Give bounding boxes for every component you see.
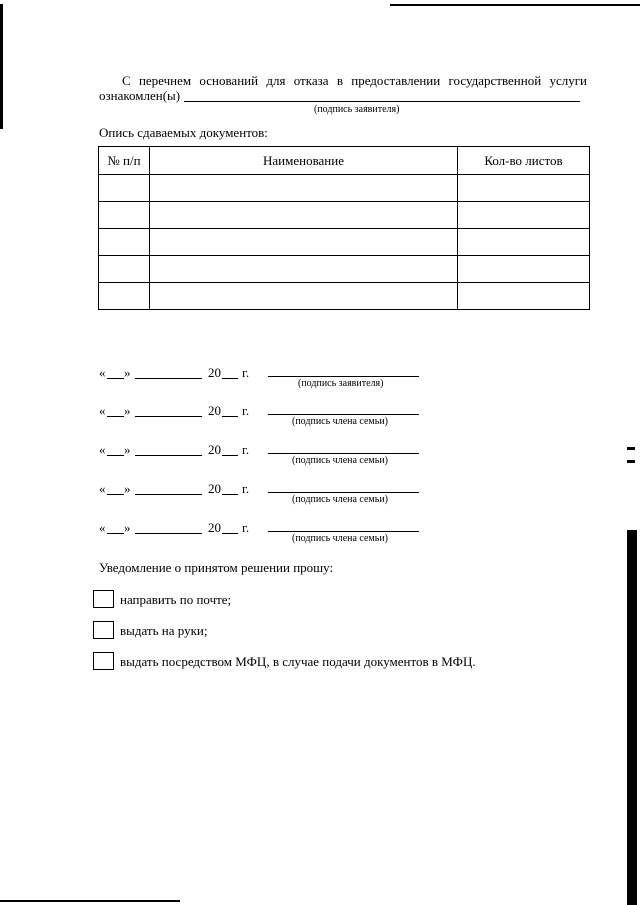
date-year-field[interactable]: [222, 378, 238, 379]
date-open-quote: «: [99, 442, 106, 457]
date-month-field[interactable]: [135, 416, 202, 417]
checkbox-mfc[interactable]: [93, 652, 114, 670]
scan-edge-left: [0, 4, 3, 129]
consent-text-line1: С перечнем оснований для отказа в предоставлении государственной услуги: [122, 73, 587, 88]
date-close-quote: »: [124, 442, 131, 457]
date-year-prefix: 20: [208, 442, 221, 457]
table-row: [99, 229, 590, 256]
date-open-quote: «: [99, 481, 106, 496]
date-line: [0, 481, 640, 511]
date-close-quote: »: [124, 403, 131, 418]
inventory-header-row: [99, 147, 590, 175]
signature-field[interactable]: [268, 531, 419, 532]
cell-sheet-count[interactable]: [458, 256, 590, 283]
option-in-person-label: выдать на руки;: [120, 623, 208, 638]
cell-name[interactable]: [150, 256, 458, 283]
date-month-field[interactable]: [135, 455, 202, 456]
signature-field[interactable]: [268, 492, 419, 493]
date-day-field[interactable]: [107, 494, 124, 495]
cell-number[interactable]: [99, 229, 150, 256]
notification-title: Уведомление о принятом решении прошу:: [99, 560, 334, 575]
date-close-quote: »: [124, 520, 131, 535]
header-number: № п/п: [99, 147, 150, 175]
cell-number[interactable]: [99, 283, 150, 310]
table-row: [99, 256, 590, 283]
signature-caption: (подпись члена семьи): [292, 416, 389, 427]
signature-field[interactable]: [268, 453, 419, 454]
header-name: Наименование: [150, 147, 458, 175]
date-year-prefix: 20: [208, 481, 221, 496]
date-open-quote: «: [99, 365, 106, 380]
signature-caption: (подпись члена семьи): [292, 455, 389, 466]
cell-name[interactable]: [150, 283, 458, 310]
cell-number[interactable]: [99, 175, 150, 202]
date-day-field[interactable]: [107, 455, 124, 456]
date-month-field[interactable]: [135, 378, 202, 379]
date-open-quote: «: [99, 403, 106, 418]
cell-sheet-count[interactable]: [458, 283, 590, 310]
signature-field[interactable]: [268, 414, 419, 415]
checkbox-mail[interactable]: [93, 590, 114, 608]
date-day-field[interactable]: [107, 533, 124, 534]
signature-caption: (подпись члена семьи): [292, 533, 389, 544]
date-close-quote: »: [124, 365, 131, 380]
cell-sheet-count[interactable]: [458, 229, 590, 256]
date-year-suffix: г.: [242, 365, 250, 380]
cell-name[interactable]: [150, 175, 458, 202]
option-mfc-label: выдать посредством МФЦ, в случае подачи документов в МФЦ.: [120, 654, 476, 669]
cell-number[interactable]: [99, 202, 150, 229]
consent-text-line2: ознакомлен(ы): [99, 88, 181, 103]
signature-field[interactable]: [268, 376, 419, 377]
date-year-prefix: 20: [208, 365, 221, 380]
signature-caption: (подпись заявителя): [298, 378, 384, 389]
date-year-prefix: 20: [208, 520, 221, 535]
table-row: [99, 175, 590, 202]
option-mail-label: направить по почте;: [120, 592, 232, 607]
table-row: [99, 283, 590, 310]
scan-edge-right: [627, 530, 637, 905]
cell-sheet-count[interactable]: [458, 175, 590, 202]
scan-edge-top: [390, 4, 640, 6]
header-sheet-count: Кол-во листов: [458, 147, 590, 175]
date-year-suffix: г.: [242, 481, 250, 496]
date-line: [0, 442, 640, 472]
date-year-field[interactable]: [222, 416, 238, 417]
date-year-suffix: г.: [242, 442, 250, 457]
consent-signature-line[interactable]: [184, 101, 580, 102]
consent-signature-caption: (подпись заявителя): [314, 104, 400, 115]
date-close-quote: »: [124, 481, 131, 496]
date-line: [0, 403, 640, 433]
cell-name[interactable]: [150, 202, 458, 229]
cell-number[interactable]: [99, 256, 150, 283]
date-day-field[interactable]: [107, 416, 124, 417]
date-line: [0, 365, 640, 395]
scan-edge-bottom: [0, 900, 180, 902]
cell-name[interactable]: [150, 229, 458, 256]
date-year-suffix: г.: [242, 520, 250, 535]
inventory-table: [98, 146, 590, 310]
cell-sheet-count[interactable]: [458, 202, 590, 229]
date-day-field[interactable]: [107, 378, 124, 379]
inventory-title: Опись сдаваемых документов:: [99, 125, 268, 140]
date-month-field[interactable]: [135, 533, 202, 534]
date-year-field[interactable]: [222, 533, 238, 534]
signature-caption: (подпись члена семьи): [292, 494, 389, 505]
date-year-suffix: г.: [242, 403, 250, 418]
date-year-prefix: 20: [208, 403, 221, 418]
table-row: [99, 202, 590, 229]
date-year-field[interactable]: [222, 494, 238, 495]
date-month-field[interactable]: [135, 494, 202, 495]
date-year-field[interactable]: [222, 455, 238, 456]
date-open-quote: «: [99, 520, 106, 535]
checkbox-in-person[interactable]: [93, 621, 114, 639]
date-line: [0, 520, 640, 550]
